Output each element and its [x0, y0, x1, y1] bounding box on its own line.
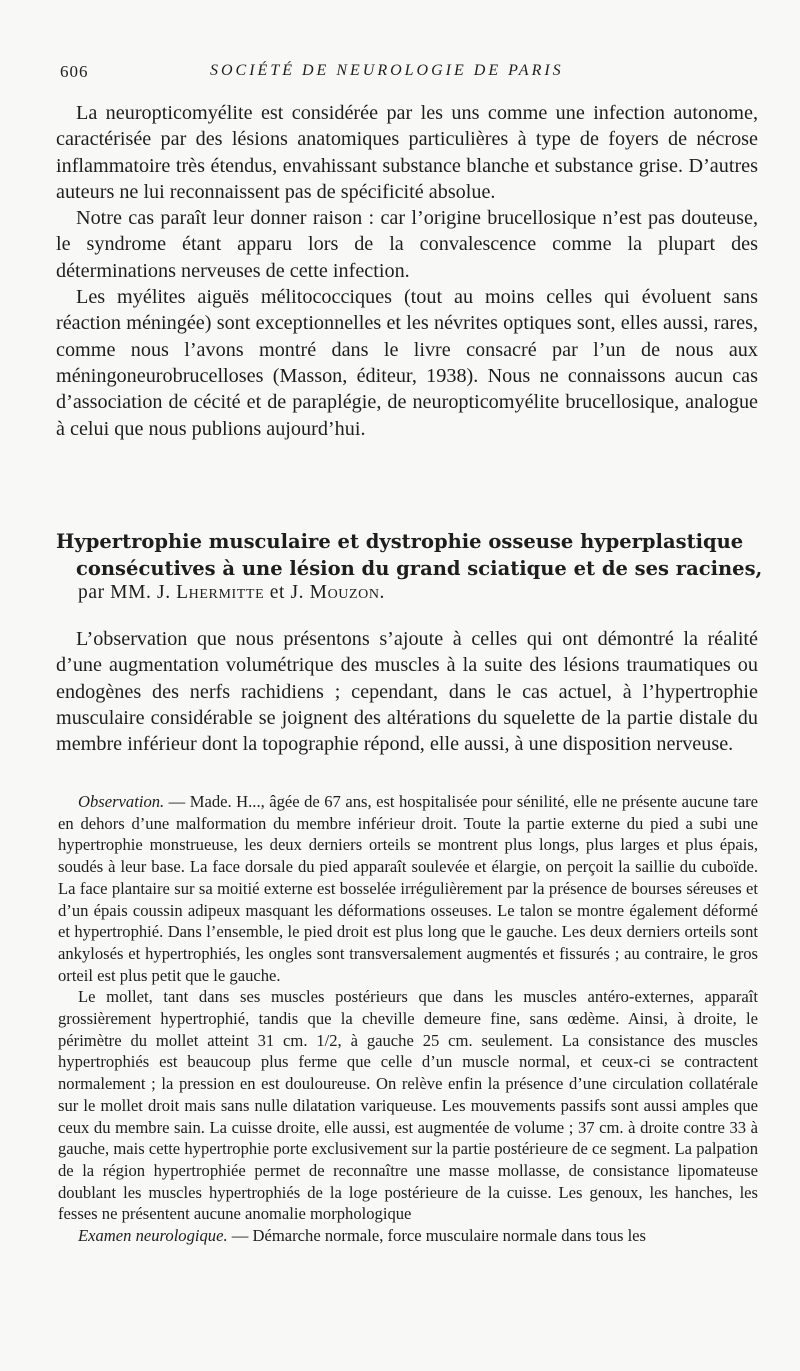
running-head [60, 62, 760, 88]
exam-text: — Démarche normale, force musculaire normale dans tous les [227, 1226, 647, 1246]
paragraph: L’observation que nous présentons s’ajoute à celles qui ont démontré la réalité d’une augmentation volumétrique des muscles à la suite des lésions traumatiques ou endogènes des nerfs rachidiens ; cependant, dans le cas actuel, à l’hypertrophie musculaire considérable se joignent des altérations du squelette de la partie distale du membre inférieur dont la topographie répond, elle aussi, à une disposition nerveuse. [56, 628, 758, 756]
byline-middle: et J. [269, 582, 305, 603]
observation-section [58, 791, 758, 1247]
paragraph: Le mollet, tant dans ses muscles postérieurs que dans les muscles antéro-externes, apparaît grossièrement hypertrophié, tandis que la cheville demeure fine, sans œdème. Ainsi, à droite, le périmètre du mollet atteint 31 cm. 1/2, à gauche 25 cm. seulement. La consistance des muscles hypertrophiés est beaucoup plus ferme que celle d’un muscle normal, et ceux-ci se contractent normalement ; la pression en est douloureuse. On relève enfin la présence d’une circulation collatérale sur le mollet droit mais sans nulle dilatation variqueuse. Les mouvements passifs sont aussi amples que ceux du membre sain. La cuisse droite, elle aussi, est augmentée de volume ; 37 cm. à droite contre 33 à gauche, mais cette hypertrophie porte exclusivement sur la partie postérieure de ce segment. La palpation de la région hypertrophiée permet de reconnaître une masse mollasse, de consistance lipomateuse doublant les muscles hypertrophiés de la loge postérieure de la cuisse. Les genoux, les hanches, les fesses ne présentent aucune anomalie morphologique [58, 987, 758, 1224]
article-introduction [56, 626, 758, 757]
byline [78, 582, 385, 604]
author-name: Mouzon. [309, 582, 386, 603]
paragraph: Les myélites aiguës mélitococciques (tout au moins celles qui évoluent sans réaction méningée) sont exceptionnelles et les névrites optiques sont, elles aussi, rares, comme nous l’avons montré dans le livre consacré par l’un de nous aux méningoneurobrucelloses (Masson, éditeur, 1938). Nous ne connaissons aucun cas d’association de cécité et de paraplégie, de neuropticomyélite brucellosique, analogue à celui que nous publions aujourd’hui. [56, 286, 758, 440]
byline-prefix: par MM. J. [78, 582, 171, 603]
exam-label: Examen neurologique. [78, 1226, 228, 1246]
exam-paragraph [58, 1225, 758, 1247]
observation-text: — Made. H..., âgée de 67 ans, est hospitalisée pour sénilité, elle ne présente aucune tare en dehors d’une malformation du membre inférieur droit. Toute la partie externe du pied a subi une hypertrophie monstrueuse, les deux derniers orteils se montrent plus longs, plus larges et plus épais, soudés à leur base. La face dorsale du pied apparaît soulevée et élargie, on perçoit la saillie du cuboïde. La face plantaire sur sa moitié externe est bosselée irrégulièrement par la présence de bourses séreuses et d’un épais coussin adipeux masquant les déformations osseuses. Le talon se montre également déformé et hypertrophié. Dans l’ensemble, le pied droit est plus long que le gauche. Les deux derniers orteils sont ankylosés et hypertrophiés, les ongles sont transversalement augmentés et fissurés ; au contraire, le gros orteil est plus petit que le gauche. [58, 792, 758, 985]
page-number: 606 [60, 62, 89, 81]
journal-title: SOCIÉTÉ DE NEUROLOGIE DE PARIS [210, 62, 564, 79]
article-title-line-1: Hypertrophie musculaire et dystrophie osseuse hyperplastique [56, 530, 744, 553]
article-title [56, 528, 761, 582]
author-name: Lhermitte [176, 582, 265, 603]
paragraph: La neuropticomyélite est considérée par les uns comme une infection autonome, caractérisée par des lésions anatomiques particulières à type de foyers de nécrose inflammatoire très étendus, envahissant substance blanche et substance grise. D’autres auteurs ne lui reconnaissent pas de spécificité absolue. [56, 102, 758, 203]
paragraph: Notre cas paraît leur donner raison : car l’origine brucellosique n’est pas douteuse, le syndrome étant apparu lors de la convalescence comme la plupart des déterminations nerveuses de cette infection. [56, 207, 758, 282]
article-title-line-2: consécutives à une lésion du grand sciatique et de ses racines, [76, 557, 763, 580]
observation-paragraph [58, 791, 758, 986]
observation-label: Observation. [78, 792, 165, 811]
previous-article-conclusion [56, 100, 758, 442]
